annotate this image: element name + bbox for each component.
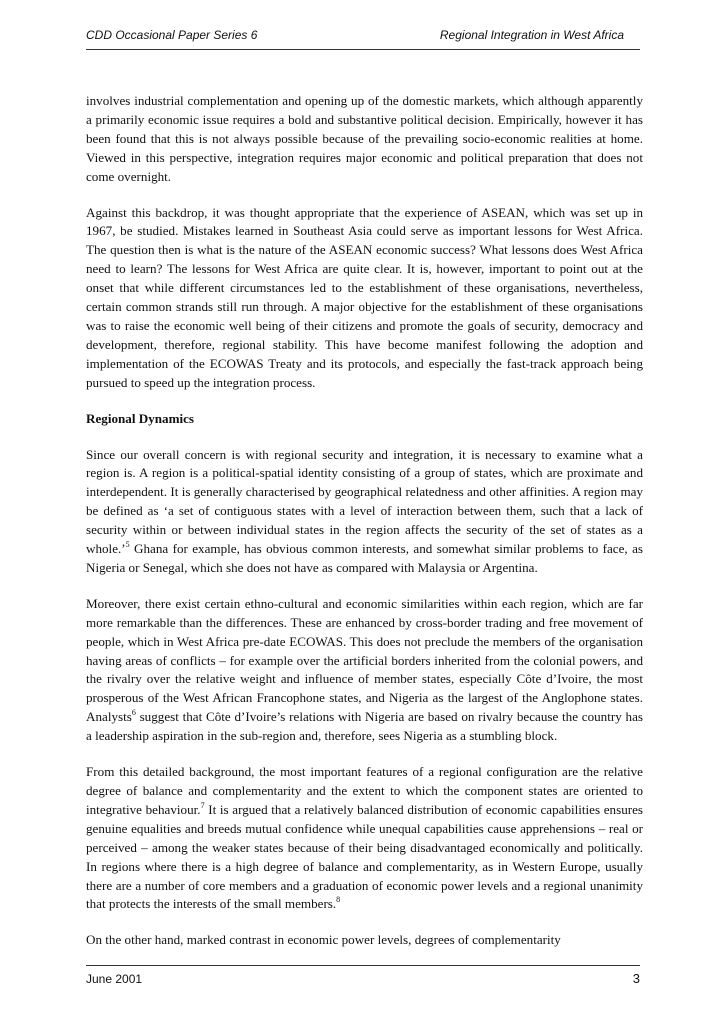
page-footer (86, 965, 640, 990)
footnote-ref-5: 5 (125, 540, 130, 550)
footer-date: June 2001 (86, 972, 143, 986)
page-number: 3 (632, 971, 640, 986)
paragraph-3 (86, 446, 643, 578)
paragraph-6: On the other hand, marked contrast in economic power levels, degrees of complementarity (86, 932, 561, 948)
paragraph-5-text-a: From this detailed background, the most important features of a regional configuration are the relative degree of balance and complementarity and the extent to which the component states are oriented to integrative behaviour. (86, 764, 643, 817)
paragraph-4-text-b: suggest that Côte d’Ivoire’s relations with Nigeria are based on rivalry because the country has a leadership aspiration in the sub-region and, therefore, sees Nigeria as a stumbling block. (86, 709, 643, 744)
paragraph-4-text-a: Moreover, there exist certain ethno-cultural and economic similarities within each region, which are far more remarkable than the differences. These are enhanced by cross-border trading and free movement of people, which in West Africa pre-date ECOWAS. This does not preclude the members of the organisation having areas of conflicts – for example over the artificial borders inherited from the colonial powers, and the rivalry over the relative weight and influence of member states, especially Côte d’Ivoire, the most prosperous of the West African Francophone states, and Nigeria as the largest of the Anglophone states. Analysts (86, 595, 643, 725)
paragraph-5 (86, 763, 643, 914)
header-series-title: CDD Occasional Paper Series 6 (86, 28, 258, 42)
paragraph-3-text-b: Ghana for example, has obvious common interests, and somewhat similar problems to face, as Nigeria or Senegal, which she does not have as compared with Malaysia or Argentina. (86, 541, 643, 575)
paragraph-3-text-a: Since our overall concern is with regional security and integration, it is necessary to examine what a region is. A region is a political-spatial identity consisting of a group of states, which are proximate and interdependent. It is generally characterised by geographical relatedness and other affinities. A region may be defined as ‘a set of contiguous states with a level of interaction between them, such that a lack of security within or between individual states in the region affects the security of the set of states as a whole.’ (86, 446, 643, 557)
section-heading: Regional Dynamics (86, 410, 195, 426)
paragraph-2: Against this backdrop, it was thought appropriate that the experience of ASEAN, which was set up in 1967, be studied. Mistakes learned in Southeast Asia could serve as important lessons for West Africa. The question then is what is the nature of the ASEAN economic success? What lessons does West Africa need to learn? The lessons for West Africa are quite clear. It is, however, important to point out at the onset that while different circumstances led to the establishment of these organisations, nevertheless, certain common strands still run through. A major objective for the establishment of these organisations was to raise the economic well being of their citizens and promote the goals of security, democracy and development, therefore, regional stability. This have become manifest following the adoption and implementation of the ECOWAS Treaty and its protocols, and especially the fast-track approach being pursued to speed up the integration process. (86, 204, 643, 390)
paragraph-4 (86, 595, 643, 746)
page-header (86, 28, 640, 50)
footnote-ref-7: 7 (200, 800, 205, 810)
paragraph-1: involves industrial complementation and opening up of the domestic markets, which although apparently a primarily economic issue requires a bold and substantive political decision. Empirically, however it has been found that this is not always possible because of the prevailing socio-economic realities at home. Viewed in this perspective, integration requires major economic and political preparation that does not come overnight. (86, 93, 643, 184)
header-paper-title: Regional Integration in West Africa (439, 28, 624, 42)
paragraph-5-text-b: It is argued that a relatively balanced distribution of economic capabilities ensures genuine equalities and breeds mutual confidence while unequal capabilities cause apprehensions – real or perceived – among the weaker states because of their being disadvantaged economically and politically. In regions where there is a high degree of balance and complementarity, as in Western Europe, usually there are a number of core members and a graduation of economic power levels and a regional unanimity that protects the interests of the small members. (86, 801, 644, 912)
document-body (86, 92, 643, 967)
footnote-ref-6: 6 (131, 708, 136, 718)
footnote-ref-8: 8 (336, 895, 341, 905)
